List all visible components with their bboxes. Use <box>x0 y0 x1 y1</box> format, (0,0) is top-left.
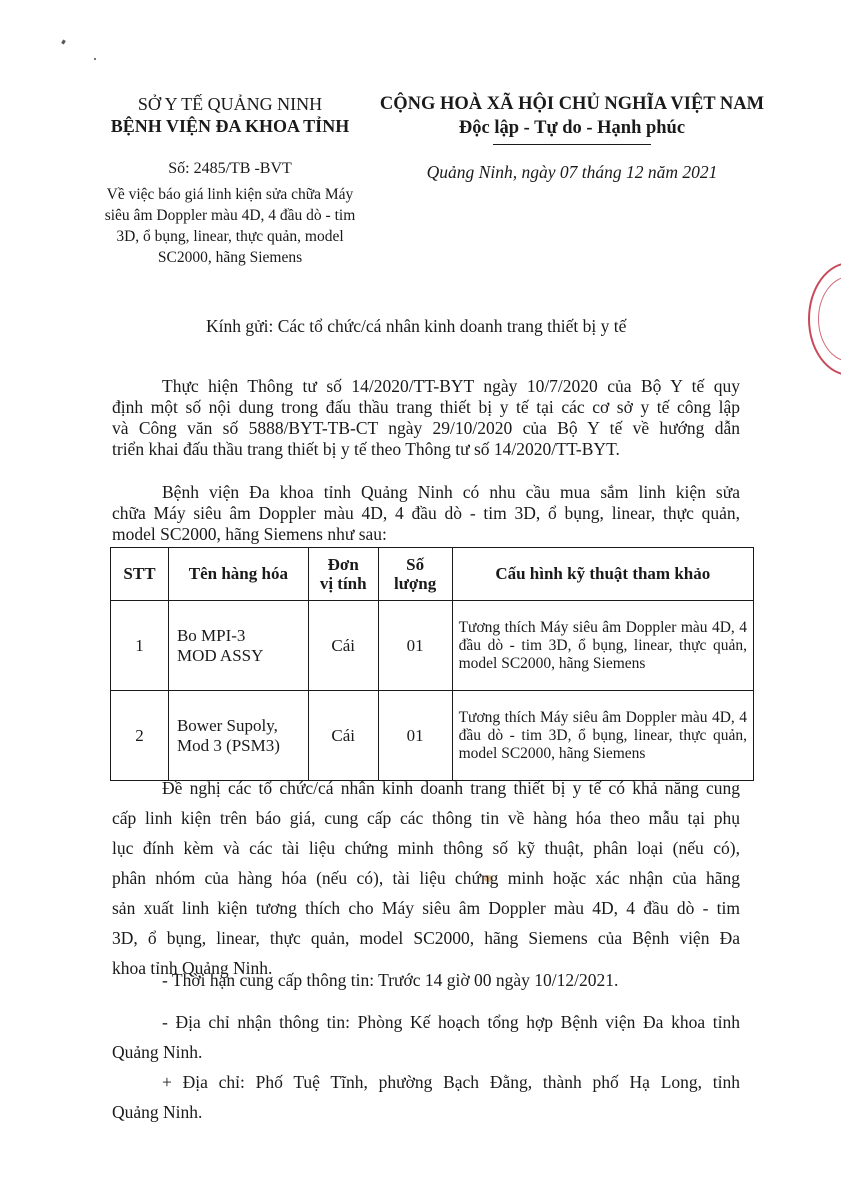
text-line: lục đính kèm và các tài liệu chứng minh thông số kỹ thuật, phân loại (nếu có), <box>112 838 740 858</box>
cell-spec: Tương thích Máy siêu âm Doppler màu 4D, 4 đầu dò - tim 3D, ổ bụng, linear, thực quản, model SC2000, hãng Siemens <box>452 691 753 781</box>
org-parent: SỞ Y TẾ QUẢNG NINH <box>137 94 323 114</box>
header-stt: STT <box>111 548 169 601</box>
text-line: model SC2000, hãng Siemens như sau: <box>112 524 387 544</box>
text-line: chữa Máy siêu âm Doppler màu 4D, 4 đầu dò - tim 3D, ổ bụng, linear, thực quản, <box>112 503 740 523</box>
text-line: Quảng Ninh. <box>112 1102 203 1122</box>
address-item <box>112 1067 740 1127</box>
header-name: Tên hàng hóa <box>168 548 308 601</box>
deadline-item: - Thời hạn cung cấp thông tin: Trước 14 giờ 00 ngày 10/12/2021. <box>162 970 619 990</box>
header-unit-line: vị tính <box>319 574 367 593</box>
text-line: định một số nội dung trong đấu thầu trang thiết bị y tế tại các cơ sở y tế công lập <box>112 397 740 417</box>
table-row <box>111 691 754 781</box>
scan-mark <box>61 40 66 45</box>
text-line: phân nhóm của hàng hóa (nếu có), tài liệu chứng minh hoặc xác nhận của hãng <box>112 868 740 888</box>
text-line: Bệnh viện Đa khoa tỉnh Quảng Ninh có nhu cầu mua sắm linh kiện sửa <box>162 482 740 502</box>
national-title: CỘNG HOÀ XÃ HỘI CHỦ NGHĨA VIỆT NAM <box>379 94 765 114</box>
cell-name <box>168 691 308 781</box>
text-line: + Địa chỉ: Phố Tuệ Tĩnh, phường Bạch Đằng, thành phố Hạ Long, tỉnh <box>162 1072 740 1092</box>
table-header-row <box>111 548 754 601</box>
cell-qty: 01 <box>378 691 452 781</box>
cell-name <box>168 601 308 691</box>
cell-stt: 1 <box>111 601 169 691</box>
scan-dot <box>94 58 96 60</box>
cell-spec: Tương thích Máy siêu âm Doppler màu 4D, 4 đầu dò - tim 3D, ổ bụng, linear, thực quản, model SC2000, hãng Siemens <box>452 601 753 691</box>
cell-name-line: Bo MPI-3 <box>176 625 246 645</box>
national-motto: Độc lập - Tự do - Hạnh phúc <box>458 118 686 138</box>
text-line: khoa tỉnh Quảng Ninh. <box>112 958 273 978</box>
table-row <box>111 601 754 691</box>
header-unit <box>308 548 378 601</box>
subject-line: 3D, ổ bụng, linear, thực quản, model <box>116 228 344 245</box>
header-spec: Cấu hình kỹ thuật tham khảo <box>452 548 753 601</box>
org-name: BỆNH VIỆN ĐA KHOA TỈNH <box>110 116 350 136</box>
subject-line: SC2000, hãng Siemens <box>157 249 303 266</box>
cell-name-line: MOD ASSY <box>176 645 264 665</box>
text-line: cấp linh kiện trên báo giá, cung cấp các thông tin về hàng hóa theo mẫu tại phụ <box>112 808 740 828</box>
header-qty-line: lượng <box>393 574 437 593</box>
cell-unit: Cái <box>308 691 378 781</box>
cell-qty: 01 <box>378 601 452 691</box>
receiver-item <box>112 1007 740 1067</box>
document-subject <box>100 184 360 268</box>
document-number: Số: 2485/TB -BVT <box>168 160 292 177</box>
header-qty <box>378 548 452 601</box>
date-line: Quảng Ninh, ngày 07 tháng 12 năm 2021 <box>426 162 718 182</box>
text-line: và Công văn số 5888/BYT-TB-CT ngày 29/10/2020 của Bộ Y tế về hướng dẫn <box>112 418 740 438</box>
header-unit-line: Đơn <box>327 555 359 574</box>
parts-table <box>110 547 754 781</box>
text-line: triển khai đấu thầu trang thiết bị y tế theo Thông tư số 14/2020/TT-BYT. <box>112 439 620 459</box>
cell-unit: Cái <box>308 601 378 691</box>
text-line: Quảng Ninh. <box>112 1042 203 1062</box>
recipient-line: Kính gửi: Các tổ chức/cá nhân kinh doanh trang thiết bị y tế <box>206 316 627 336</box>
text-line: - Địa chỉ nhận thông tin: Phòng Kế hoạch tổng hợp Bệnh viện Đa khoa tỉnh <box>162 1012 740 1032</box>
cell-name-line: Bower Supoly, <box>176 715 278 735</box>
header-qty-line: Số <box>406 555 425 574</box>
paragraph-legal-basis <box>112 376 740 460</box>
subject-line: siêu âm Doppler màu 4D, 4 đầu dò - tim <box>104 207 356 224</box>
text-line: 3D, ổ bụng, linear, thực quản, model SC2000, hãng Siemens của Bệnh viện Đa <box>112 928 740 948</box>
motto-underline <box>493 144 651 145</box>
subject-line: Về việc báo giá linh kiện sửa chữa Máy <box>106 186 354 203</box>
paragraph-request <box>112 482 740 545</box>
text-line: Đề nghị các tổ chức/cá nhân kinh doanh trang thiết bị y tế có khả năng cung <box>162 778 740 798</box>
cell-name-line: Mod 3 (PSM3) <box>176 735 280 755</box>
text-line: sản xuất linh kiện tương thích cho Máy siêu âm Doppler màu 4D, 4 đầu dò - tim <box>112 898 740 918</box>
cell-stt: 2 <box>111 691 169 781</box>
paragraph-proposal <box>112 773 740 983</box>
text-line: Thực hiện Thông tư số 14/2020/TT-BYT ngày 10/7/2020 của Bộ Y tế quy <box>162 376 740 396</box>
